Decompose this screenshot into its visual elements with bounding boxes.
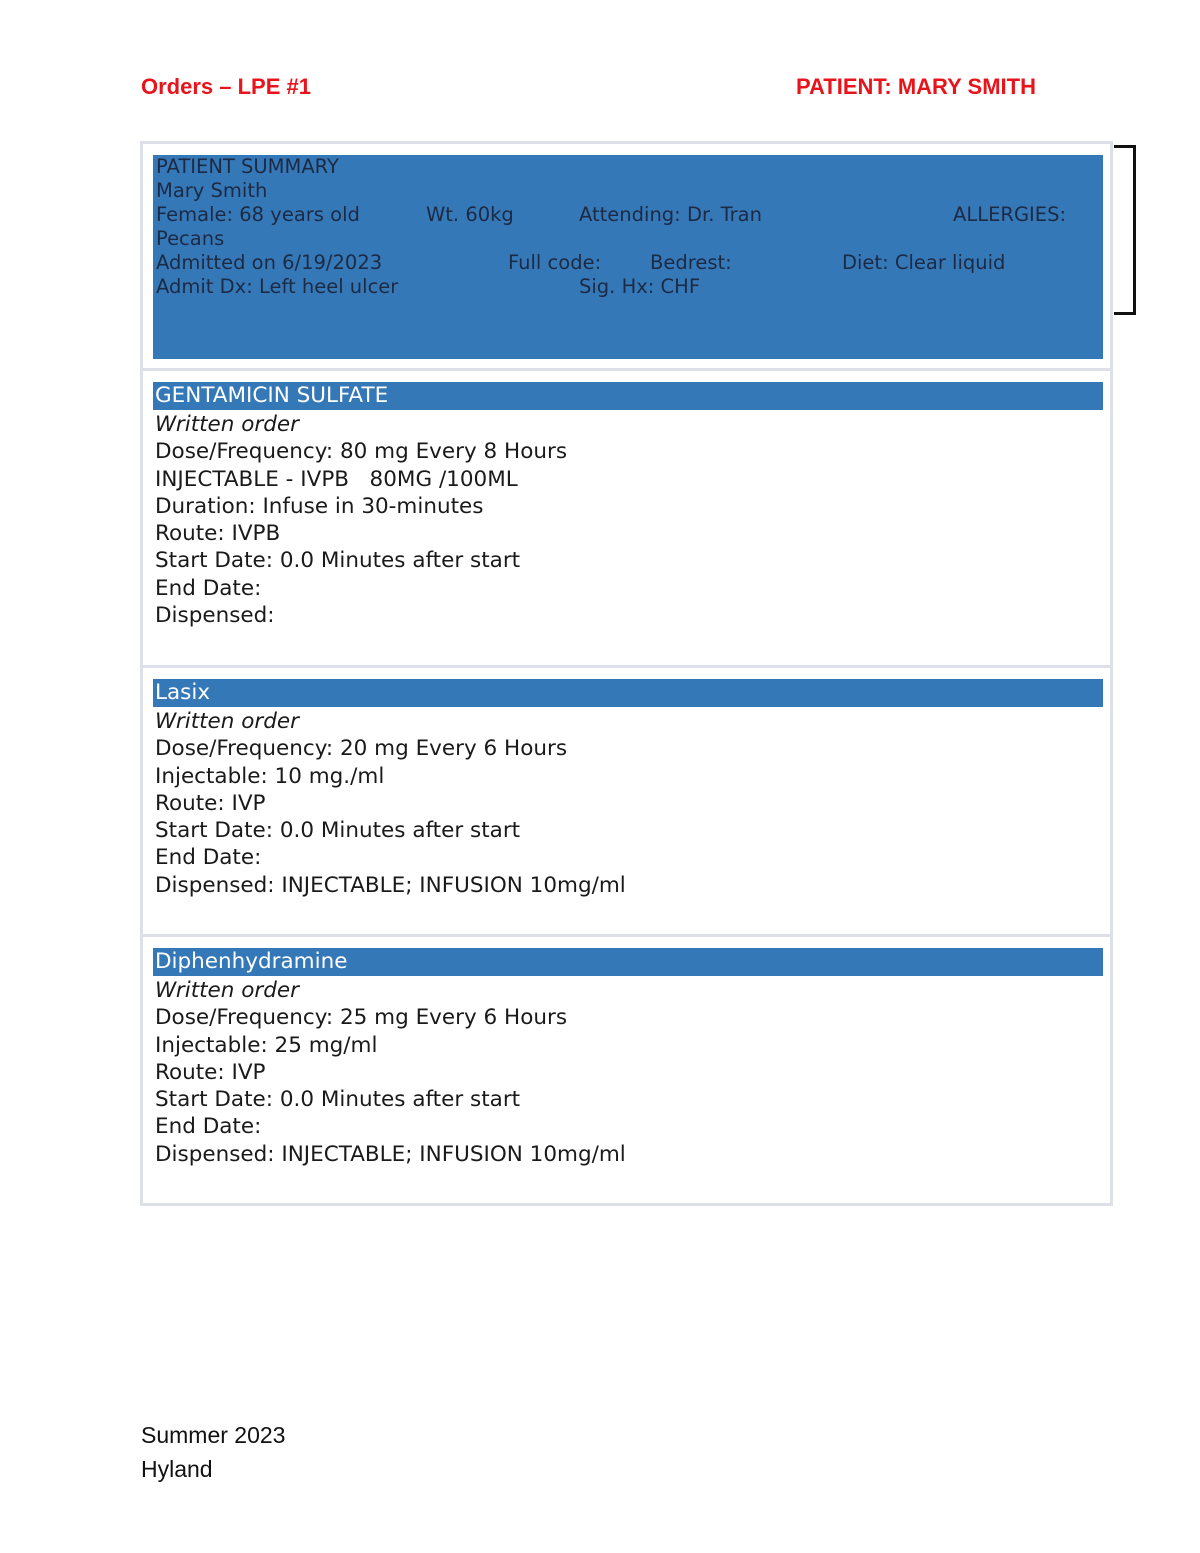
summary-title: PATIENT SUMMARY bbox=[156, 155, 339, 178]
order-card bbox=[140, 934, 1113, 1206]
order-line: Injectable: 25 mg/ml bbox=[155, 1032, 378, 1058]
order-line: Start Date: 0.0 Minutes after start bbox=[155, 1087, 521, 1113]
order-line: Dose/Frequency: 20 mg Every 6 Hours bbox=[155, 736, 568, 762]
order-type: Written order bbox=[155, 709, 299, 734]
document-title: Orders – LPE #1 bbox=[141, 74, 311, 99]
drug-name-bar: Lasix bbox=[153, 679, 1103, 707]
order-line: Route: IVPB bbox=[155, 521, 281, 547]
order-line: Duration: Infuse in 30-minutes bbox=[155, 493, 484, 519]
patient-summary-cell bbox=[140, 141, 1113, 371]
order-line: Dose/Frequency: 25 mg Every 6 Hours bbox=[155, 1005, 568, 1031]
order-line: Injectable: 10 mg./ml bbox=[155, 763, 385, 789]
patient-name: Mary Smith bbox=[156, 179, 268, 202]
drug-name-bar: GENTAMICIN SULFATE bbox=[153, 382, 1103, 410]
order-line: End Date: bbox=[155, 1114, 262, 1140]
summary-diagnosis-line bbox=[156, 275, 1100, 299]
order-details bbox=[155, 411, 567, 629]
order-line: End Date: bbox=[155, 575, 262, 601]
order-line: End Date: bbox=[155, 845, 262, 871]
patient-weight: Wt. 60kg bbox=[426, 203, 514, 226]
summary-bracket bbox=[1114, 145, 1136, 315]
order-type: Written order bbox=[155, 978, 299, 1003]
order-line: INJECTABLE - IVPB 80MG /100ML bbox=[155, 466, 518, 492]
summary-admission-line bbox=[156, 251, 1100, 275]
order-details bbox=[155, 977, 626, 1168]
summary-demographics-line bbox=[156, 203, 1100, 227]
order-line: Route: IVP bbox=[155, 1059, 266, 1085]
summary-allergies-line bbox=[156, 227, 1100, 251]
order-line: Dispensed: INJECTABLE; INFUSION 10mg/ml bbox=[155, 1141, 626, 1167]
diet-order: Diet: Clear liquid bbox=[842, 251, 1006, 274]
drug-name-bar: Diphenhydramine bbox=[153, 948, 1103, 976]
activity-order: Bedrest: bbox=[650, 251, 732, 274]
attending-physician: Attending: Dr. Tran bbox=[579, 203, 762, 226]
order-details bbox=[155, 708, 626, 899]
summary-name-line bbox=[156, 179, 1100, 203]
order-line: Dispensed: INJECTABLE; INFUSION 10mg/ml bbox=[155, 872, 626, 898]
footer bbox=[141, 1418, 285, 1486]
allergies-value: Pecans bbox=[156, 227, 225, 250]
code-status: Full code: bbox=[508, 251, 602, 274]
order-card bbox=[140, 665, 1113, 937]
order-line: Start Date: 0.0 Minutes after start bbox=[155, 548, 521, 574]
significant-history: Sig. Hx: CHF bbox=[579, 275, 701, 298]
footer-term: Summer 2023 bbox=[141, 1422, 286, 1448]
allergies-label: ALLERGIES: bbox=[953, 203, 1067, 226]
order-line: Dose/Frequency: 80 mg Every 8 Hours bbox=[155, 439, 568, 465]
summary-title-line bbox=[156, 155, 1100, 179]
admission-date: Admitted on 6/19/2023 bbox=[156, 251, 383, 274]
patient-name-header: PATIENT: MARY SMITH bbox=[796, 74, 1036, 99]
order-card bbox=[140, 368, 1113, 668]
patient-sex-age: Female: 68 years old bbox=[156, 203, 360, 226]
patient-summary-box bbox=[153, 155, 1103, 359]
admit-diagnosis: Admit Dx: Left heel ulcer bbox=[156, 275, 399, 298]
order-line: Dispensed: bbox=[155, 603, 275, 629]
footer-author: Hyland bbox=[141, 1456, 213, 1482]
orders-table bbox=[140, 141, 1113, 1206]
order-line: Route: IVP bbox=[155, 790, 266, 816]
order-type: Written order bbox=[155, 412, 299, 437]
order-line: Start Date: 0.0 Minutes after start bbox=[155, 818, 521, 844]
